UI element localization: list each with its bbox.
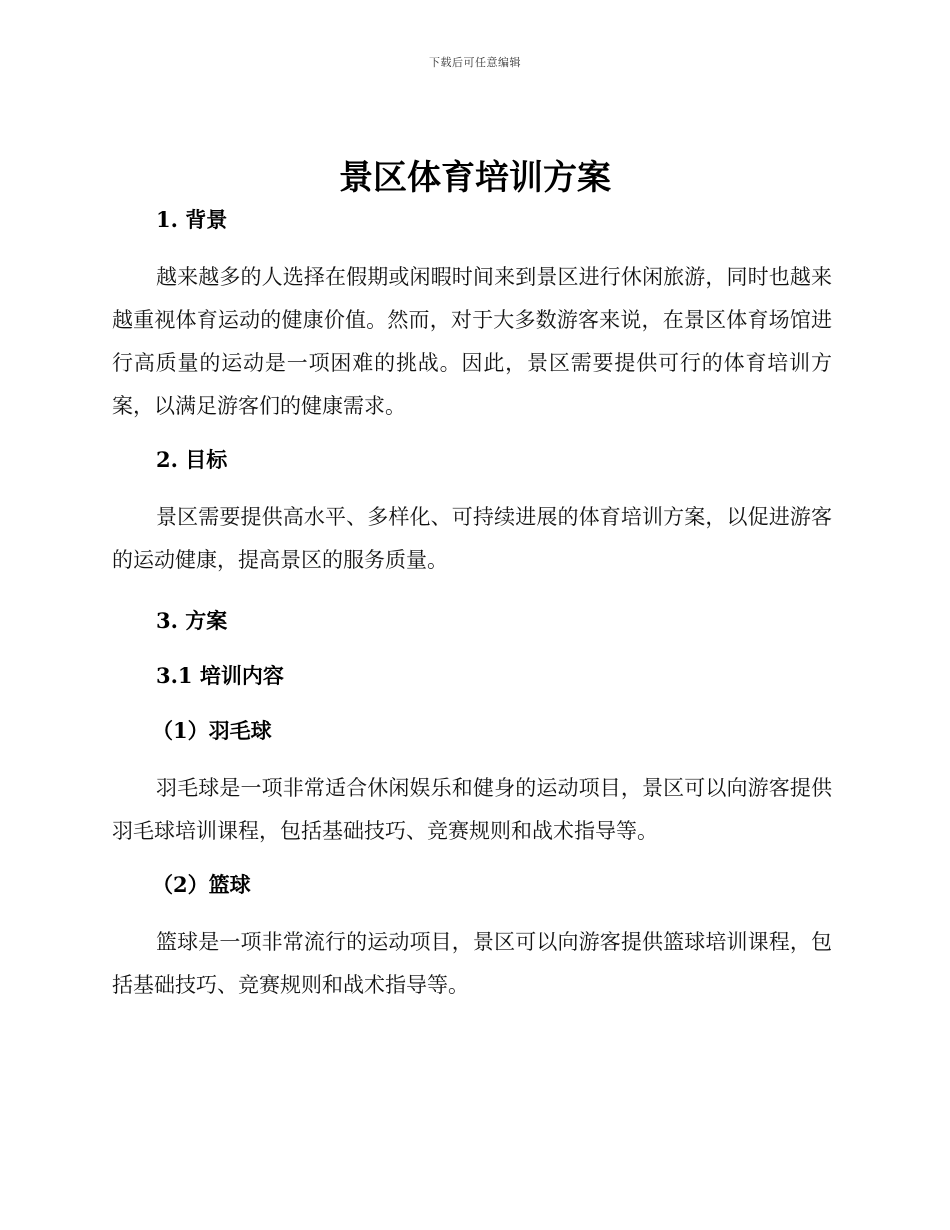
paragraph-background: 越来越多的人选择在假期或闲暇时间来到景区进行休闲旅游，同时也越来越重视体育运动的健康价值。然而，对于大多数游客来说，在景区体育场馆进行高质量的运动是一项困难的挑战。因此，景区需要提供可行的体育培训方案，以满足游客们的健康需求。 [112, 265, 832, 418]
document-body [112, 204, 832, 1007]
document-title: 景区体育培训方案 [339, 158, 611, 198]
item-heading-basketball: （2）篮球 [152, 872, 251, 897]
header-note: 下载后可任意编辑 [429, 56, 521, 69]
section-heading-goal: 2. 目标 [156, 447, 228, 472]
section-heading-plan: 3. 方案 [156, 608, 228, 633]
subsection-heading-training-content: 3.1 培训内容 [156, 663, 284, 688]
paragraph-badminton: 羽毛球是一项非常适合休闲娱乐和健身的运动项目，景区可以向游客提供羽毛球培训课程，包括基础技巧、竞赛规则和战术指导等。 [112, 776, 832, 843]
paragraph-goal: 景区需要提供高水平、多样化、可持续进展的体育培训方案，以促进游客的运动健康，提高景区的服务质量。 [112, 505, 832, 572]
paragraph-basketball: 篮球是一项非常流行的运动项目，景区可以向游客提供篮球培训课程，包括基础技巧、竞赛规则和战术指导等。 [112, 930, 832, 997]
item-heading-badminton: （1）羽毛球 [152, 718, 272, 743]
section-heading-background: 1. 背景 [156, 207, 228, 232]
